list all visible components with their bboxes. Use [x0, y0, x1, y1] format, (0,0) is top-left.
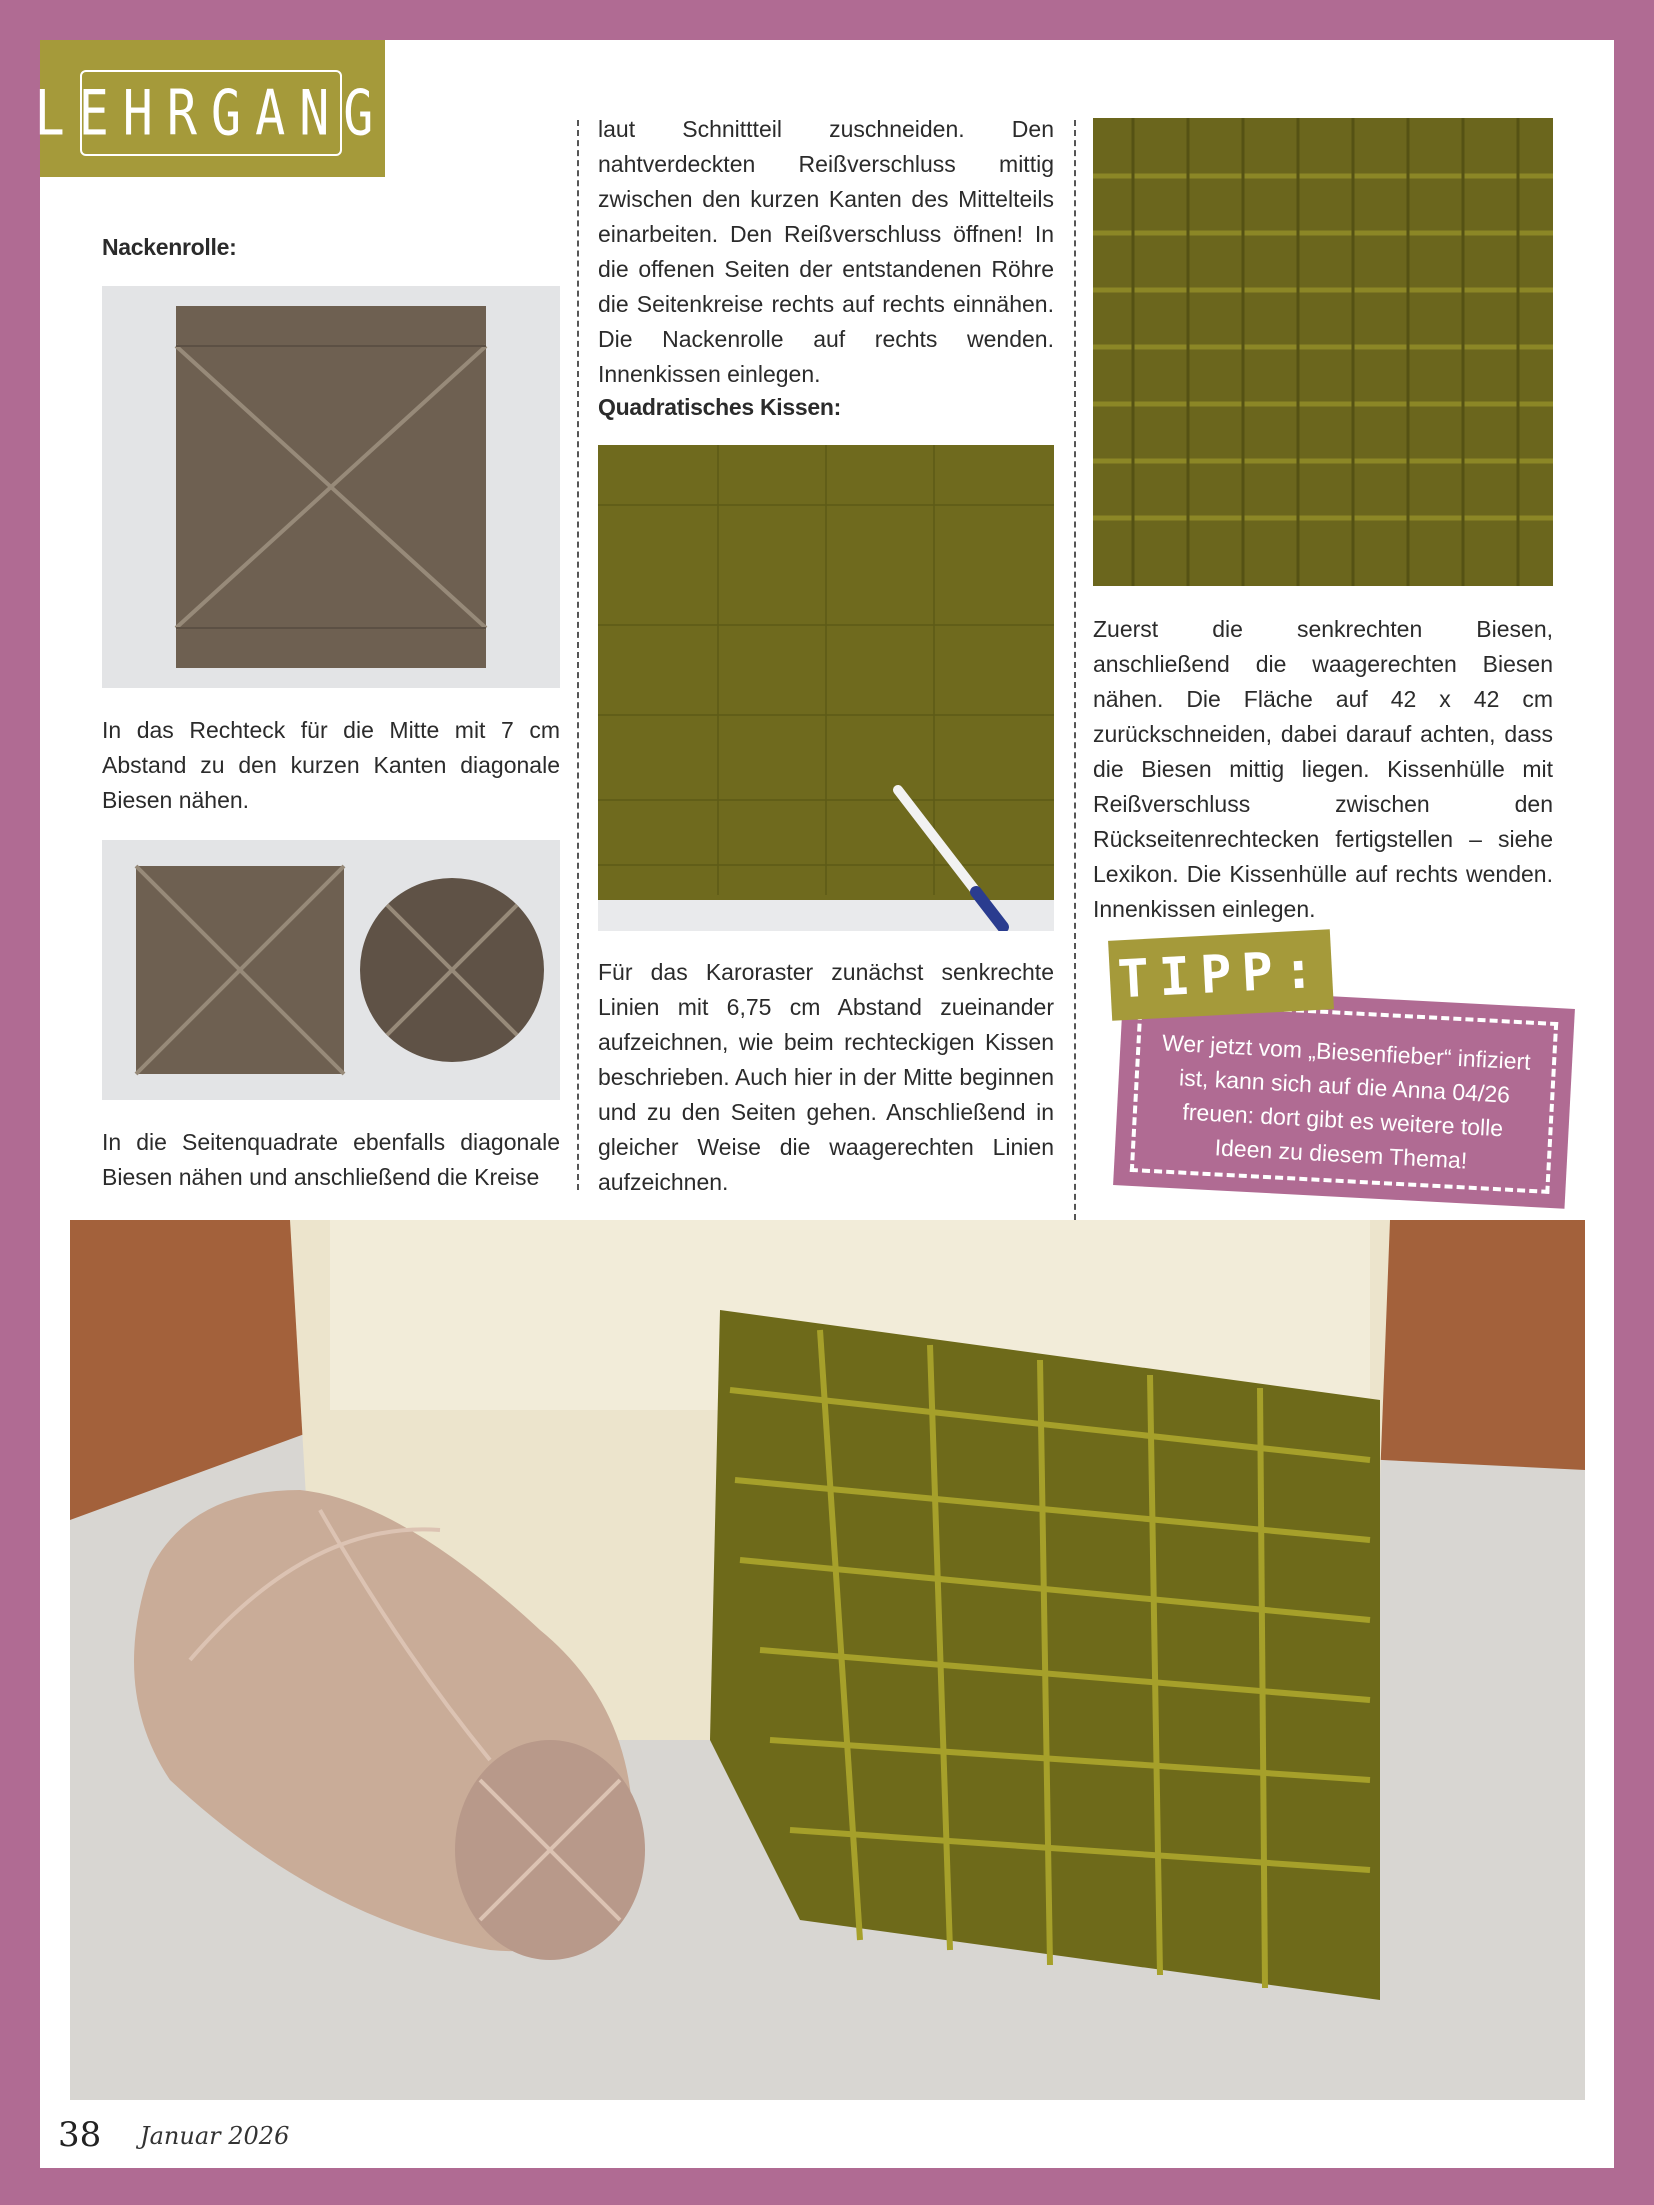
tipp-text: Wer jetzt vom „Biesenfieber“ infiziert ist, kann sich auf die Anna 04/26 freuen: dort gibt es weitere tolle Ideen zu diesem Thema!: [1161, 1029, 1532, 1174]
magazine-page: [34, 40, 1614, 2168]
caption-rectangle-text: In das Rechteck für die Mitte mit 7 cm Abstand zu den kurzen Kanten diagonale Biesen nähen.: [102, 717, 560, 813]
tipp-label-text: TIPP:: [1116, 939, 1326, 1011]
section-tag-label: LEHRGANG: [34, 76, 388, 150]
caption-sewn-grid: [1093, 612, 1553, 927]
section-tag-frame: [34, 70, 388, 156]
tipp-box: [1110, 935, 1590, 1225]
caption-squares-text: In die Seitenquadrate ebenfalls diagonale Biesen nähen und anschließend die Kreise: [102, 1129, 560, 1190]
photo-squares-circle: [102, 840, 560, 1100]
caption-grid: [598, 955, 1054, 1200]
column-divider-2: [1074, 120, 1076, 1230]
finished-pillows-illustration: [70, 1220, 1585, 2100]
column-divider-1: [577, 120, 579, 1190]
photo-grid-marking: [598, 445, 1054, 931]
caption-squares: [102, 1125, 560, 1195]
issue-date: Januar 2026: [140, 2122, 290, 2150]
tipp-label: [1108, 929, 1334, 1021]
rectangle-fabric-illustration: [102, 286, 560, 688]
caption-grid-text: Für das Karoraster zunächst senkrechte Linien mit 6,75 cm Abstand zueinander aufzeichnen, wie beim rechteckigen Kissen beschrieben. Auch hier in der Mitte beginnen und zu den Seiten gehen. Anschließend in gleicher Weise die waagerechten Linien aufzeichnen.: [598, 959, 1054, 1195]
photo-sewn-grid: [1093, 118, 1553, 586]
tipp-panel: [1113, 985, 1575, 1208]
sewn-grid-illustration: [1093, 118, 1553, 586]
heading-quadratisches-kissen: Quadratisches Kissen:: [598, 394, 841, 420]
squares-circle-illustration: [102, 840, 560, 1100]
column-2-heading: [598, 390, 1054, 425]
intro-text: laut Schnittteil zuschneiden. Den nahtverdeckten Reißverschluss mittig zwischen den kurzen Kanten des Mittelteils einarbeiten. Den Reißverschluss öffnen! In die offenen Seiten der entstandenen Röhre die Seitenkreise rechts auf rechts einnähen. Die Nackenrolle auf rechts wenden. Innenkissen einlegen.: [598, 116, 1054, 387]
photo-rectangle-diagonal: [102, 286, 560, 688]
section-tag: [34, 40, 388, 177]
page-number: 38: [58, 2115, 102, 2155]
photo-finished-pillows: [70, 1220, 1585, 2100]
caption-rectangle: [102, 713, 560, 818]
caption-sewn-grid-text: Zuerst die senkrechten Biesen, anschließend die waagerechten Biesen nähen. Die Fläche auf 42 x 42 cm zurückschneiden, dabei darauf achten, dass die Biesen mittig liegen. Kissenhülle mit Reißverschluss zwischen den Rückseitenrechtecken fertigstellen – siehe Lexikon. Die Kissenhülle auf rechts wenden. Innenkissen einlegen.: [1093, 616, 1553, 922]
column-2-intro: [598, 112, 1054, 392]
heading-nackenrolle: Nackenrolle:: [102, 234, 237, 260]
grid-marking-illustration: [598, 445, 1054, 931]
column-1: [102, 230, 560, 265]
